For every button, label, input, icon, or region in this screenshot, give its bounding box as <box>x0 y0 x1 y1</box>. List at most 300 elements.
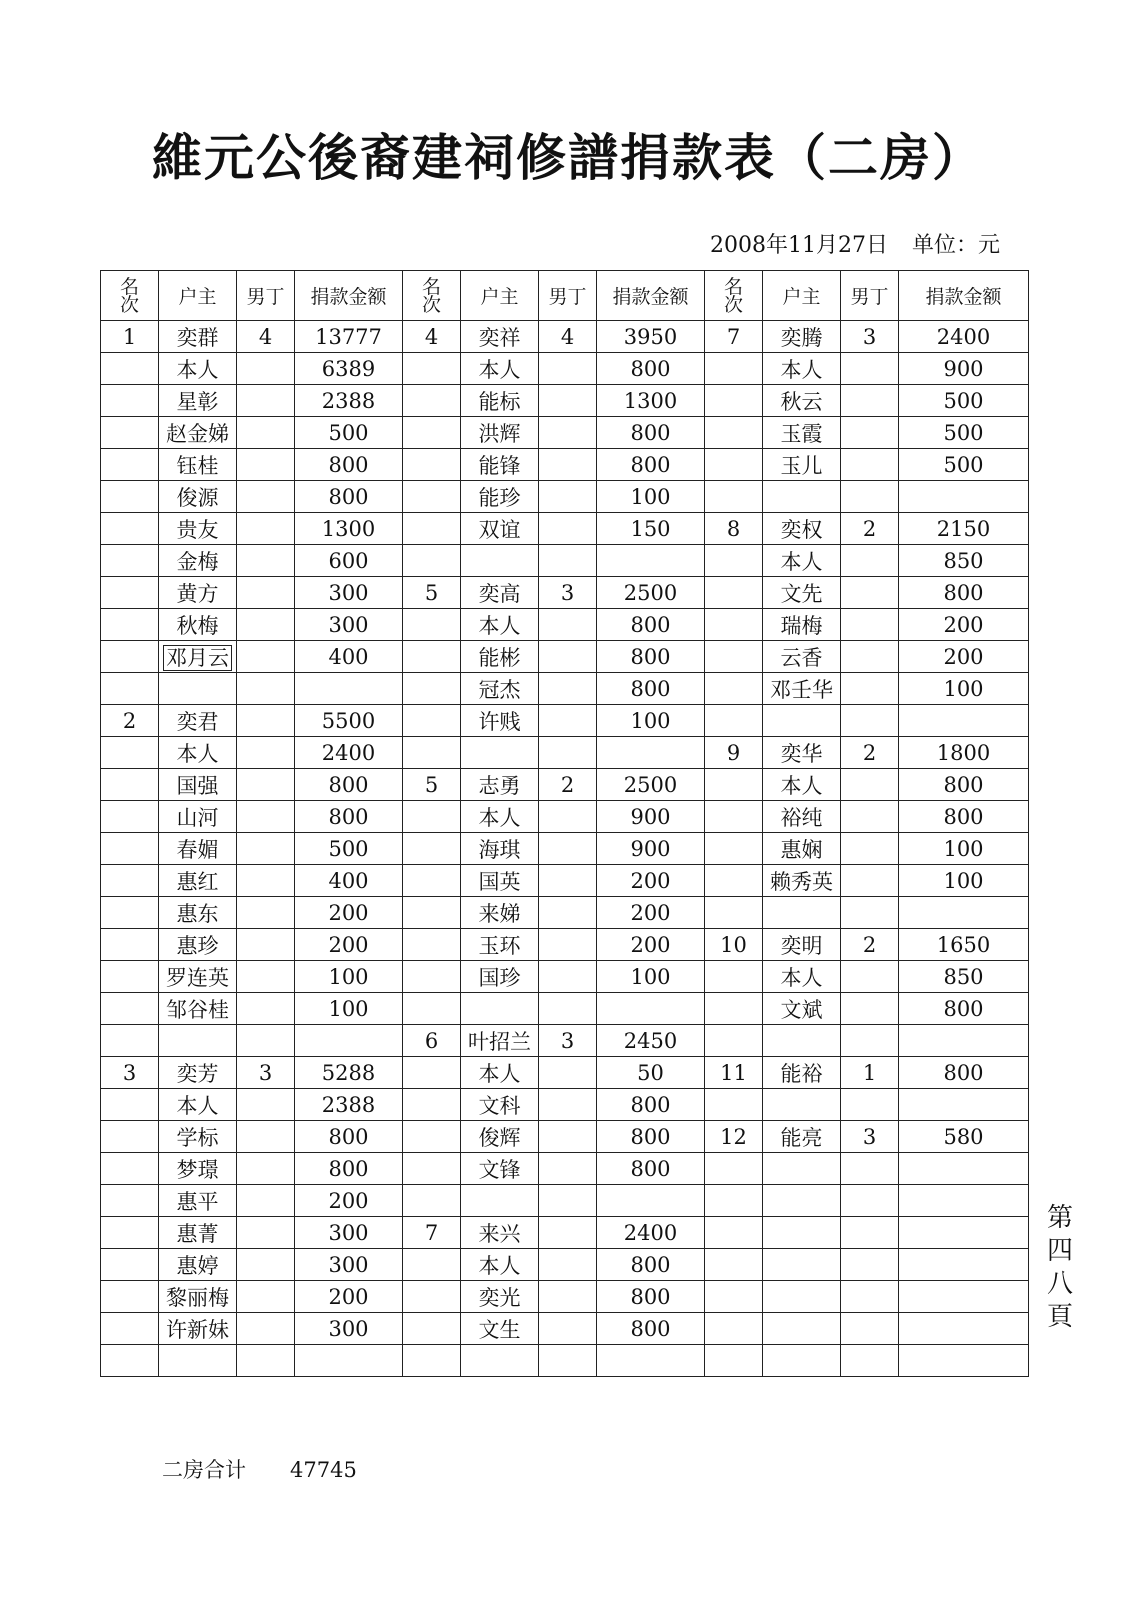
cell-amount-group2: 800 <box>597 353 705 385</box>
cell-males-group3: 2 <box>841 737 899 769</box>
donation-table <box>100 270 1029 1377</box>
cell-males-group1 <box>237 353 295 385</box>
cell-household-group2 <box>461 737 539 769</box>
table-row <box>101 705 1029 737</box>
cell-household-group1: 山河 <box>159 801 237 833</box>
cell-rank-group3 <box>705 481 763 513</box>
cell-household-group1: 贵友 <box>159 513 237 545</box>
page-number <box>1040 1202 1080 1334</box>
cell-males-group3 <box>841 673 899 705</box>
cell-amount-group3: 800 <box>899 1057 1029 1089</box>
cell-rank-group1 <box>101 929 159 961</box>
cell-household-group2: 奕祥 <box>461 321 539 353</box>
cell-rank-group3 <box>705 449 763 481</box>
cell-males-group3 <box>841 1217 899 1249</box>
cell-males-group1 <box>237 1345 295 1377</box>
table-row <box>101 1121 1029 1153</box>
cell-household-group3: 玉霞 <box>763 417 841 449</box>
cell-rank-group1 <box>101 865 159 897</box>
cell-males-group3 <box>841 1281 899 1313</box>
cell-amount-group3: 850 <box>899 961 1029 993</box>
cell-household-group2 <box>461 1185 539 1217</box>
cell-rank-group1 <box>101 1121 159 1153</box>
header-household: 户主 <box>763 271 841 321</box>
cell-rank-group1 <box>101 897 159 929</box>
cell-amount-group2 <box>597 545 705 577</box>
cell-males-group2 <box>539 385 597 417</box>
page-title: 維元公後裔建祠修譜捐款表（二房） <box>152 129 984 187</box>
cell-amount-group2: 800 <box>597 1089 705 1121</box>
cell-rank-group3 <box>705 609 763 641</box>
cell-household-group2: 本人 <box>461 1057 539 1089</box>
cell-amount-group2: 150 <box>597 513 705 545</box>
table-row <box>101 1345 1029 1377</box>
cell-amount-group1: 200 <box>295 929 403 961</box>
cell-males-group3 <box>841 865 899 897</box>
cell-amount-group2: 800 <box>597 641 705 673</box>
cell-rank-group1 <box>101 1185 159 1217</box>
cell-amount-group1: 6389 <box>295 353 403 385</box>
cell-household-group3 <box>763 1281 841 1313</box>
cell-household-group2: 来娣 <box>461 897 539 929</box>
cell-males-group2 <box>539 449 597 481</box>
cell-males-group1 <box>237 449 295 481</box>
cell-males-group1 <box>237 929 295 961</box>
cell-rank-group1 <box>101 449 159 481</box>
cell-household-group3 <box>763 1153 841 1185</box>
cell-amount-group2: 800 <box>597 673 705 705</box>
cell-rank-group2 <box>403 801 461 833</box>
cell-males-group3: 3 <box>841 321 899 353</box>
page-number-char: 四 <box>1046 1236 1073 1266</box>
cell-rank-group2: 5 <box>403 577 461 609</box>
cell-household-group2: 本人 <box>461 353 539 385</box>
table-row <box>101 1249 1029 1281</box>
cell-rank-group3 <box>705 833 763 865</box>
cell-males-group2 <box>539 1217 597 1249</box>
cell-rank-group2 <box>403 1121 461 1153</box>
cell-rank-group2 <box>403 897 461 929</box>
table-row <box>101 609 1029 641</box>
cell-rank-group2 <box>403 449 461 481</box>
cell-males-group1 <box>237 545 295 577</box>
table-row <box>101 577 1029 609</box>
cell-household-group1 <box>159 1025 237 1057</box>
cell-amount-group1: 300 <box>295 609 403 641</box>
cell-rank-group2 <box>403 513 461 545</box>
cell-rank-group1 <box>101 833 159 865</box>
cell-amount-group3: 800 <box>899 769 1029 801</box>
cell-males-group2 <box>539 1057 597 1089</box>
cell-household-group2: 奕光 <box>461 1281 539 1313</box>
cell-rank-group3 <box>705 1345 763 1377</box>
cell-amount-group1 <box>295 1345 403 1377</box>
cell-amount-group2: 2400 <box>597 1217 705 1249</box>
table-row <box>101 417 1029 449</box>
cell-household-group2: 洪辉 <box>461 417 539 449</box>
cell-amount-group3 <box>899 1217 1029 1249</box>
cell-rank-group2 <box>403 1345 461 1377</box>
cell-males-group3 <box>841 1089 899 1121</box>
cell-rank-group1 <box>101 1281 159 1313</box>
cell-rank-group2 <box>403 1249 461 1281</box>
cell-males-group2 <box>539 737 597 769</box>
cell-rank-group1 <box>101 769 159 801</box>
cell-males-group2 <box>539 801 597 833</box>
cell-amount-group2: 2500 <box>597 577 705 609</box>
cell-rank-group2: 7 <box>403 1217 461 1249</box>
cell-amount-group3: 100 <box>899 865 1029 897</box>
cell-males-group2 <box>539 641 597 673</box>
cell-rank-group1 <box>101 577 159 609</box>
cell-household-group1: 学标 <box>159 1121 237 1153</box>
cell-household-group2: 文科 <box>461 1089 539 1121</box>
cell-males-group1 <box>237 1217 295 1249</box>
cell-males-group2 <box>539 513 597 545</box>
table-row <box>101 1217 1029 1249</box>
cell-household-group3: 邓壬华 <box>763 673 841 705</box>
cell-males-group1 <box>237 641 295 673</box>
header-amount: 捐款金额 <box>597 271 705 321</box>
cell-household-group3: 奕权 <box>763 513 841 545</box>
cell-males-group2 <box>539 929 597 961</box>
cell-males-group2 <box>539 673 597 705</box>
cell-males-group2 <box>539 1121 597 1153</box>
cell-household-group3 <box>763 481 841 513</box>
cell-household-group2: 志勇 <box>461 769 539 801</box>
cell-amount-group1: 800 <box>295 769 403 801</box>
cell-rank-group3 <box>705 577 763 609</box>
cell-amount-group2: 200 <box>597 897 705 929</box>
cell-amount-group3 <box>899 1153 1029 1185</box>
cell-household-group1: 惠平 <box>159 1185 237 1217</box>
cell-amount-group3: 100 <box>899 833 1029 865</box>
cell-amount-group3 <box>899 481 1029 513</box>
table-row <box>101 1313 1029 1345</box>
header-household: 户主 <box>461 271 539 321</box>
cell-amount-group2 <box>597 993 705 1025</box>
cell-males-group3: 2 <box>841 513 899 545</box>
cell-males-group3: 3 <box>841 1121 899 1153</box>
cell-rank-group1: 2 <box>101 705 159 737</box>
cell-household-group3: 奕明 <box>763 929 841 961</box>
cell-amount-group2: 3950 <box>597 321 705 353</box>
table-row <box>101 641 1029 673</box>
cell-amount-group1: 200 <box>295 1281 403 1313</box>
table-row <box>101 769 1029 801</box>
cell-rank-group3 <box>705 417 763 449</box>
header-amount: 捐款金额 <box>295 271 403 321</box>
cell-household-group1: 罗连英 <box>159 961 237 993</box>
cell-amount-group3: 850 <box>899 545 1029 577</box>
cell-amount-group2: 800 <box>597 1121 705 1153</box>
cell-amount-group3 <box>899 1249 1029 1281</box>
cell-males-group2 <box>539 1313 597 1345</box>
cell-amount-group1: 1300 <box>295 513 403 545</box>
cell-amount-group1: 200 <box>295 897 403 929</box>
cell-rank-group2 <box>403 545 461 577</box>
cell-household-group1: 惠东 <box>159 897 237 929</box>
cell-males-group1 <box>237 1313 295 1345</box>
cell-amount-group2: 800 <box>597 417 705 449</box>
cell-amount-group2 <box>597 737 705 769</box>
header-rank <box>101 271 159 321</box>
cell-household-group3 <box>763 1089 841 1121</box>
cell-males-group1 <box>237 1185 295 1217</box>
cell-rank-group3 <box>705 897 763 929</box>
total-label: 二房合计 <box>162 1458 246 1482</box>
cell-household-group1: 许新妹 <box>159 1313 237 1345</box>
cell-amount-group3 <box>899 1089 1029 1121</box>
cell-amount-group2: 100 <box>597 481 705 513</box>
cell-amount-group3: 580 <box>899 1121 1029 1153</box>
table-row <box>101 353 1029 385</box>
cell-rank-group2 <box>403 1057 461 1089</box>
table-row <box>101 961 1029 993</box>
cell-males-group3 <box>841 417 899 449</box>
cell-males-group3 <box>841 769 899 801</box>
table-row <box>101 481 1029 513</box>
cell-amount-group3: 100 <box>899 673 1029 705</box>
cell-males-group3: 1 <box>841 1057 899 1089</box>
cell-males-group2 <box>539 1153 597 1185</box>
cell-rank-group1: 1 <box>101 321 159 353</box>
cell-rank-group1 <box>101 641 159 673</box>
cell-amount-group1: 5288 <box>295 1057 403 1089</box>
table-row <box>101 1057 1029 1089</box>
cell-males-group3 <box>841 481 899 513</box>
cell-amount-group1: 800 <box>295 1121 403 1153</box>
cell-household-group3: 赖秀英 <box>763 865 841 897</box>
header-rank <box>403 271 461 321</box>
cell-household-group3: 瑞梅 <box>763 609 841 641</box>
cell-household-group3: 云香 <box>763 641 841 673</box>
cell-rank-group3: 8 <box>705 513 763 545</box>
cell-household-group1: 星彰 <box>159 385 237 417</box>
cell-males-group1 <box>237 609 295 641</box>
cell-rank-group3 <box>705 1249 763 1281</box>
cell-household-group1: 秋梅 <box>159 609 237 641</box>
cell-rank-group2 <box>403 865 461 897</box>
cell-amount-group1: 13777 <box>295 321 403 353</box>
cell-males-group1 <box>237 1153 295 1185</box>
cell-household-group3: 奕华 <box>763 737 841 769</box>
cell-amount-group1 <box>295 673 403 705</box>
cell-household-group3 <box>763 1185 841 1217</box>
cell-males-group1 <box>237 833 295 865</box>
cell-amount-group3 <box>899 1313 1029 1345</box>
cell-males-group3 <box>841 385 899 417</box>
cell-amount-group3: 900 <box>899 353 1029 385</box>
cell-males-group2: 4 <box>539 321 597 353</box>
boxed-name: 邓月云 <box>163 645 232 671</box>
cell-amount-group1: 800 <box>295 449 403 481</box>
cell-rank-group2 <box>403 641 461 673</box>
table-row <box>101 929 1029 961</box>
cell-rank-group1 <box>101 1345 159 1377</box>
cell-males-group3 <box>841 705 899 737</box>
cell-household-group3 <box>763 897 841 929</box>
cell-rank-group2 <box>403 385 461 417</box>
cell-household-group2 <box>461 1345 539 1377</box>
cell-males-group2: 3 <box>539 1025 597 1057</box>
cell-males-group1 <box>237 865 295 897</box>
cell-amount-group3: 1800 <box>899 737 1029 769</box>
cell-amount-group2: 200 <box>597 865 705 897</box>
cell-males-group2 <box>539 961 597 993</box>
cell-household-group1: 黎丽梅 <box>159 1281 237 1313</box>
cell-amount-group1: 100 <box>295 961 403 993</box>
cell-males-group2 <box>539 353 597 385</box>
cell-rank-group1 <box>101 1025 159 1057</box>
cell-amount-group2: 800 <box>597 1249 705 1281</box>
cell-household-group2 <box>461 545 539 577</box>
cell-rank-group3 <box>705 865 763 897</box>
cell-amount-group2: 800 <box>597 1313 705 1345</box>
cell-males-group1 <box>237 417 295 449</box>
cell-males-group3 <box>841 897 899 929</box>
cell-males-group2 <box>539 545 597 577</box>
table-row <box>101 1281 1029 1313</box>
table-row <box>101 385 1029 417</box>
table-row <box>101 1153 1029 1185</box>
cell-rank-group3: 7 <box>705 321 763 353</box>
cell-rank-group3 <box>705 769 763 801</box>
cell-rank-group3 <box>705 1217 763 1249</box>
cell-males-group1 <box>237 737 295 769</box>
cell-males-group1 <box>237 801 295 833</box>
cell-household-group1: 国强 <box>159 769 237 801</box>
date-text: 2008年11月27日 <box>710 233 888 258</box>
cell-amount-group1: 800 <box>295 1153 403 1185</box>
table-row <box>101 801 1029 833</box>
cell-amount-group1: 300 <box>295 577 403 609</box>
cell-household-group1: 赵金娣 <box>159 417 237 449</box>
cell-males-group1: 4 <box>237 321 295 353</box>
cell-household-group2: 双谊 <box>461 513 539 545</box>
cell-rank-group1 <box>101 1313 159 1345</box>
table-row <box>101 1089 1029 1121</box>
cell-household-group1 <box>159 673 237 705</box>
cell-males-group3 <box>841 577 899 609</box>
cell-household-group2: 冠杰 <box>461 673 539 705</box>
cell-rank-group1: 3 <box>101 1057 159 1089</box>
cell-males-group3 <box>841 609 899 641</box>
cell-males-group3 <box>841 1345 899 1377</box>
cell-household-group3: 本人 <box>763 769 841 801</box>
cell-household-group2: 奕高 <box>461 577 539 609</box>
cell-rank-group2 <box>403 673 461 705</box>
unit-text: 单位：元 <box>911 233 1000 258</box>
cell-rank-group1 <box>101 737 159 769</box>
cell-males-group2 <box>539 865 597 897</box>
cell-rank-group3 <box>705 1153 763 1185</box>
table-row <box>101 865 1029 897</box>
cell-amount-group1: 800 <box>295 801 403 833</box>
cell-rank-group1 <box>101 609 159 641</box>
cell-amount-group2: 2500 <box>597 769 705 801</box>
cell-household-group3: 惠娴 <box>763 833 841 865</box>
cell-rank-group1 <box>101 801 159 833</box>
cell-males-group3 <box>841 353 899 385</box>
cell-males-group3 <box>841 801 899 833</box>
cell-household-group3: 裕纯 <box>763 801 841 833</box>
cell-males-group3 <box>841 641 899 673</box>
cell-rank-group2 <box>403 929 461 961</box>
cell-rank-group3 <box>705 545 763 577</box>
cell-household-group1 <box>159 1345 237 1377</box>
cell-amount-group3 <box>899 1281 1029 1313</box>
cell-household-group1: 邹谷桂 <box>159 993 237 1025</box>
cell-amount-group2: 900 <box>597 801 705 833</box>
cell-household-group3: 文先 <box>763 577 841 609</box>
cell-amount-group2: 200 <box>597 929 705 961</box>
cell-males-group2 <box>539 1249 597 1281</box>
cell-household-group2: 俊辉 <box>461 1121 539 1153</box>
cell-amount-group1: 5500 <box>295 705 403 737</box>
cell-rank-group2 <box>403 961 461 993</box>
table-row <box>101 545 1029 577</box>
cell-amount-group3 <box>899 1025 1029 1057</box>
cell-household-group1: 奕芳 <box>159 1057 237 1089</box>
cell-rank-group1 <box>101 1089 159 1121</box>
cell-household-group1: 春媚 <box>159 833 237 865</box>
cell-males-group1 <box>237 1249 295 1281</box>
cell-amount-group3: 2150 <box>899 513 1029 545</box>
cell-amount-group1: 100 <box>295 993 403 1025</box>
cell-amount-group2 <box>597 1345 705 1377</box>
table-row <box>101 737 1029 769</box>
cell-males-group3: 2 <box>841 929 899 961</box>
donation-table-body <box>101 271 1029 1377</box>
cell-rank-group3: 11 <box>705 1057 763 1089</box>
cell-amount-group1: 500 <box>295 417 403 449</box>
cell-household-group2: 本人 <box>461 609 539 641</box>
cell-rank-group2 <box>403 1153 461 1185</box>
cell-rank-group1 <box>101 353 159 385</box>
cell-males-group1 <box>237 385 295 417</box>
cell-household-group2: 能标 <box>461 385 539 417</box>
cell-males-group1 <box>237 1281 295 1313</box>
cell-males-group2: 3 <box>539 577 597 609</box>
header-rank-text: 名次 <box>421 275 441 316</box>
cell-household-group1: 本人 <box>159 737 237 769</box>
cell-household-group3: 本人 <box>763 961 841 993</box>
cell-rank-group1 <box>101 385 159 417</box>
cell-household-group1: 惠红 <box>159 865 237 897</box>
cell-household-group2: 文锋 <box>461 1153 539 1185</box>
cell-males-group1 <box>237 705 295 737</box>
cell-rank-group2 <box>403 353 461 385</box>
cell-household-group2 <box>461 993 539 1025</box>
cell-males-group3 <box>841 1313 899 1345</box>
cell-household-group3: 玉儿 <box>763 449 841 481</box>
header-rank <box>705 271 763 321</box>
page-number-char: 第 <box>1046 1203 1073 1233</box>
cell-males-group1 <box>237 577 295 609</box>
cell-rank-group3 <box>705 993 763 1025</box>
cell-rank-group1 <box>101 993 159 1025</box>
cell-household-group2: 海琪 <box>461 833 539 865</box>
cell-males-group2 <box>539 609 597 641</box>
cell-amount-group3: 800 <box>899 993 1029 1025</box>
cell-household-group3 <box>763 1313 841 1345</box>
cell-rank-group3 <box>705 385 763 417</box>
cell-household-group2: 许贱 <box>461 705 539 737</box>
cell-males-group2 <box>539 1281 597 1313</box>
cell-rank-group2 <box>403 993 461 1025</box>
cell-rank-group2 <box>403 1185 461 1217</box>
